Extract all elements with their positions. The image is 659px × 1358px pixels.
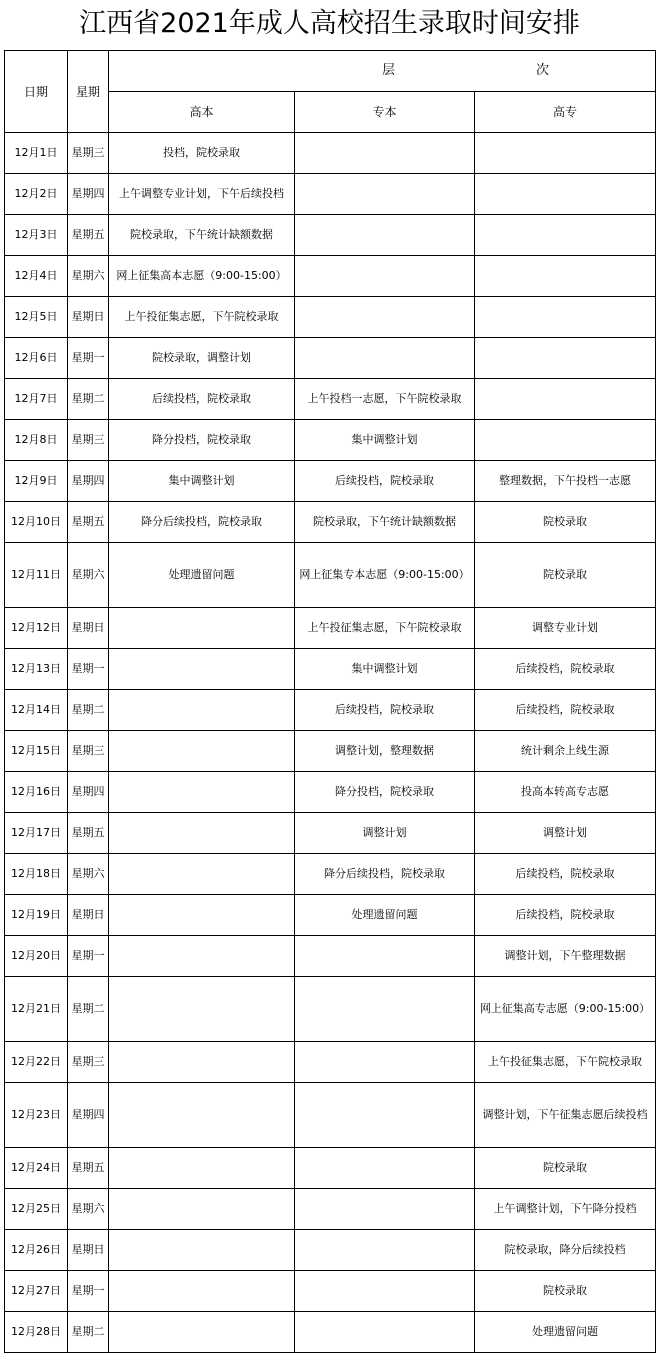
- gaozhuan-cell: 统计剩余上线生源: [475, 731, 656, 772]
- weekday-cell: 星期三: [68, 731, 109, 772]
- table-row: [5, 1042, 656, 1083]
- zhuanben-cell: 集中调整计划: [295, 649, 475, 690]
- gaozhuan-cell: 上午调整计划，下午降分投档: [475, 1189, 656, 1230]
- table-row: [5, 174, 656, 215]
- gaoben-cell: [109, 731, 295, 772]
- weekday-cell: 星期日: [68, 1230, 109, 1271]
- gaoben-cell: [109, 1083, 295, 1148]
- date-cell: 12月12日: [5, 608, 68, 649]
- date-cell: 12月8日: [5, 420, 68, 461]
- level-header-gaozhuan: 高专: [475, 92, 656, 133]
- level-group-header: [109, 51, 656, 92]
- gaozhuan-cell: [475, 215, 656, 256]
- date-cell: 12月2日: [5, 174, 68, 215]
- weekday-cell: 星期日: [68, 895, 109, 936]
- gaoben-cell: 网上征集高本志愿（9:00-15:00）: [109, 256, 295, 297]
- zhuanben-cell: [295, 977, 475, 1042]
- zhuanben-cell: [295, 133, 475, 174]
- zhuanben-cell: [295, 215, 475, 256]
- table-row: [5, 649, 656, 690]
- date-cell: 12月20日: [5, 936, 68, 977]
- gaoben-cell: 上午投征集志愿，下午院校录取: [109, 297, 295, 338]
- weekday-column-header: 星期: [68, 51, 109, 133]
- table-row: [5, 420, 656, 461]
- date-cell: 12月28日: [5, 1312, 68, 1353]
- gaoben-cell: 后续投档，院校录取: [109, 379, 295, 420]
- table-header: [5, 51, 656, 133]
- table-row: [5, 543, 656, 608]
- weekday-cell: 星期一: [68, 338, 109, 379]
- gaozhuan-cell: [475, 338, 656, 379]
- table-row: [5, 1271, 656, 1312]
- gaozhuan-cell: 上午投征集志愿，下午院校录取: [475, 1042, 656, 1083]
- date-cell: 12月18日: [5, 854, 68, 895]
- zhuanben-cell: [295, 256, 475, 297]
- table-row: [5, 461, 656, 502]
- gaoben-cell: 院校录取，调整计划: [109, 338, 295, 379]
- zhuanben-cell: [295, 1042, 475, 1083]
- gaozhuan-cell: 院校录取: [475, 1271, 656, 1312]
- table-row: [5, 379, 656, 420]
- weekday-cell: 星期一: [68, 936, 109, 977]
- weekday-cell: 星期二: [68, 690, 109, 731]
- gaozhuan-cell: [475, 133, 656, 174]
- zhuanben-cell: 上午投档一志愿，下午院校录取: [295, 379, 475, 420]
- date-cell: 12月10日: [5, 502, 68, 543]
- table-row: [5, 813, 656, 854]
- gaozhuan-cell: 院校录取: [475, 1148, 656, 1189]
- zhuanben-cell: 上午投征集志愿，下午院校录取: [295, 608, 475, 649]
- zhuanben-cell: [295, 1083, 475, 1148]
- date-cell: 12月11日: [5, 543, 68, 608]
- zhuanben-cell: [295, 174, 475, 215]
- date-cell: 12月7日: [5, 379, 68, 420]
- table-row: [5, 1312, 656, 1353]
- gaozhuan-cell: 后续投档，院校录取: [475, 895, 656, 936]
- weekday-cell: 星期六: [68, 854, 109, 895]
- gaozhuan-cell: 整理数据，下午投档一志愿: [475, 461, 656, 502]
- zhuanben-cell: 院校录取，下午统计缺额数据: [295, 502, 475, 543]
- gaozhuan-cell: 调整计划，下午征集志愿后续投档: [475, 1083, 656, 1148]
- date-column-header: 日期: [5, 51, 68, 133]
- gaozhuan-cell: 后续投档，院校录取: [475, 690, 656, 731]
- gaozhuan-cell: [475, 420, 656, 461]
- gaozhuan-cell: 网上征集高专志愿（9:00-15:00）: [475, 977, 656, 1042]
- weekday-cell: 星期四: [68, 1083, 109, 1148]
- table-row: [5, 854, 656, 895]
- gaoben-cell: 集中调整计划: [109, 461, 295, 502]
- gaoben-cell: [109, 1189, 295, 1230]
- gaoben-cell: 投档，院校录取: [109, 133, 295, 174]
- table-row: [5, 608, 656, 649]
- level-header-gaoben: 高本: [109, 92, 295, 133]
- date-cell: 12月17日: [5, 813, 68, 854]
- weekday-cell: 星期四: [68, 174, 109, 215]
- date-cell: 12月9日: [5, 461, 68, 502]
- date-cell: 12月4日: [5, 256, 68, 297]
- gaoben-cell: [109, 1230, 295, 1271]
- gaoben-cell: [109, 936, 295, 977]
- gaozhuan-cell: 院校录取: [475, 502, 656, 543]
- weekday-cell: 星期一: [68, 1271, 109, 1312]
- date-cell: 12月19日: [5, 895, 68, 936]
- weekday-cell: 星期二: [68, 379, 109, 420]
- table-row: [5, 502, 656, 543]
- gaoben-cell: 处理遗留问题: [109, 543, 295, 608]
- date-cell: 12月16日: [5, 772, 68, 813]
- gaozhuan-cell: 院校录取: [475, 543, 656, 608]
- date-cell: 12月24日: [5, 1148, 68, 1189]
- date-cell: 12月22日: [5, 1042, 68, 1083]
- weekday-cell: 星期四: [68, 772, 109, 813]
- table-row: [5, 1148, 656, 1189]
- gaoben-cell: 降分后续投档，院校录取: [109, 502, 295, 543]
- date-cell: 12月27日: [5, 1271, 68, 1312]
- gaoben-cell: [109, 813, 295, 854]
- date-cell: 12月26日: [5, 1230, 68, 1271]
- zhuanben-cell: 集中调整计划: [295, 420, 475, 461]
- gaozhuan-cell: 调整专业计划: [475, 608, 656, 649]
- gaoben-cell: 院校录取，下午统计缺额数据: [109, 215, 295, 256]
- table-row: [5, 256, 656, 297]
- weekday-cell: 星期五: [68, 813, 109, 854]
- gaoben-cell: [109, 608, 295, 649]
- weekday-cell: 星期五: [68, 1148, 109, 1189]
- zhuanben-cell: 处理遗留问题: [295, 895, 475, 936]
- gaoben-cell: [109, 1312, 295, 1353]
- gaoben-cell: 降分投档，院校录取: [109, 420, 295, 461]
- gaoben-cell: 上午调整专业计划，下午后续投档: [109, 174, 295, 215]
- zhuanben-cell: [295, 338, 475, 379]
- gaozhuan-cell: [475, 297, 656, 338]
- weekday-cell: 星期六: [68, 256, 109, 297]
- table-row: [5, 215, 656, 256]
- gaozhuan-cell: [475, 379, 656, 420]
- schedule-table: [4, 50, 656, 1353]
- gaoben-cell: [109, 1042, 295, 1083]
- table-row: [5, 690, 656, 731]
- gaoben-cell: [109, 772, 295, 813]
- weekday-cell: 星期日: [68, 608, 109, 649]
- date-cell: 12月6日: [5, 338, 68, 379]
- weekday-cell: 星期三: [68, 420, 109, 461]
- zhuanben-cell: [295, 936, 475, 977]
- date-cell: 12月23日: [5, 1083, 68, 1148]
- weekday-cell: 星期二: [68, 977, 109, 1042]
- table-row: [5, 1189, 656, 1230]
- gaoben-cell: [109, 1148, 295, 1189]
- zhuanben-cell: 后续投档，院校录取: [295, 690, 475, 731]
- zhuanben-cell: 降分投档，院校录取: [295, 772, 475, 813]
- table-row: [5, 895, 656, 936]
- schedule-body: [5, 133, 656, 1353]
- zhuanben-cell: [295, 1148, 475, 1189]
- gaozhuan-cell: 院校录取，降分后续投档: [475, 1230, 656, 1271]
- zhuanben-cell: 网上征集专本志愿（9:00-15:00）: [295, 543, 475, 608]
- weekday-cell: 星期三: [68, 1042, 109, 1083]
- zhuanben-cell: [295, 1271, 475, 1312]
- table-row: [5, 338, 656, 379]
- zhuanben-cell: 降分后续投档，院校录取: [295, 854, 475, 895]
- gaoben-cell: [109, 1271, 295, 1312]
- zhuanben-cell: 调整计划，整理数据: [295, 731, 475, 772]
- weekday-cell: 星期六: [68, 1189, 109, 1230]
- date-cell: 12月25日: [5, 1189, 68, 1230]
- table-row: [5, 731, 656, 772]
- table-row: [5, 936, 656, 977]
- date-cell: 12月1日: [5, 133, 68, 174]
- date-cell: 12月14日: [5, 690, 68, 731]
- weekday-cell: 星期三: [68, 133, 109, 174]
- zhuanben-cell: 后续投档，院校录取: [295, 461, 475, 502]
- gaoben-cell: [109, 854, 295, 895]
- zhuanben-cell: [295, 1312, 475, 1353]
- date-cell: 12月13日: [5, 649, 68, 690]
- date-cell: 12月21日: [5, 977, 68, 1042]
- gaozhuan-cell: 后续投档，院校录取: [475, 854, 656, 895]
- weekday-cell: 星期日: [68, 297, 109, 338]
- gaozhuan-cell: 处理遗留问题: [475, 1312, 656, 1353]
- gaozhuan-cell: 调整计划: [475, 813, 656, 854]
- weekday-cell: 星期一: [68, 649, 109, 690]
- zhuanben-cell: [295, 297, 475, 338]
- zhuanben-cell: [295, 1189, 475, 1230]
- gaozhuan-cell: 投高本转高专志愿: [475, 772, 656, 813]
- table-row: [5, 297, 656, 338]
- zhuanben-cell: [295, 1230, 475, 1271]
- table-row: [5, 772, 656, 813]
- table-row: [5, 1083, 656, 1148]
- gaoben-cell: [109, 895, 295, 936]
- weekday-cell: 星期五: [68, 215, 109, 256]
- table-row: [5, 977, 656, 1042]
- date-cell: 12月3日: [5, 215, 68, 256]
- gaozhuan-cell: [475, 256, 656, 297]
- date-cell: 12月5日: [5, 297, 68, 338]
- gaozhuan-cell: 后续投档，院校录取: [475, 649, 656, 690]
- gaozhuan-cell: 调整计划，下午整理数据: [475, 936, 656, 977]
- weekday-cell: 星期二: [68, 1312, 109, 1353]
- weekday-cell: 星期四: [68, 461, 109, 502]
- table-row: [5, 133, 656, 174]
- gaoben-cell: [109, 690, 295, 731]
- level-group-label-2: 次: [535, 63, 549, 78]
- table-row: [5, 1230, 656, 1271]
- gaoben-cell: [109, 977, 295, 1042]
- level-header-zhuanben: 专本: [295, 92, 475, 133]
- gaoben-cell: [109, 649, 295, 690]
- level-group-label-1: 层: [381, 63, 395, 78]
- page-title: 江西省2021年成人高校招生录取时间安排: [79, 8, 580, 39]
- zhuanben-cell: 调整计划: [295, 813, 475, 854]
- weekday-cell: 星期五: [68, 502, 109, 543]
- weekday-cell: 星期六: [68, 543, 109, 608]
- gaozhuan-cell: [475, 174, 656, 215]
- date-cell: 12月15日: [5, 731, 68, 772]
